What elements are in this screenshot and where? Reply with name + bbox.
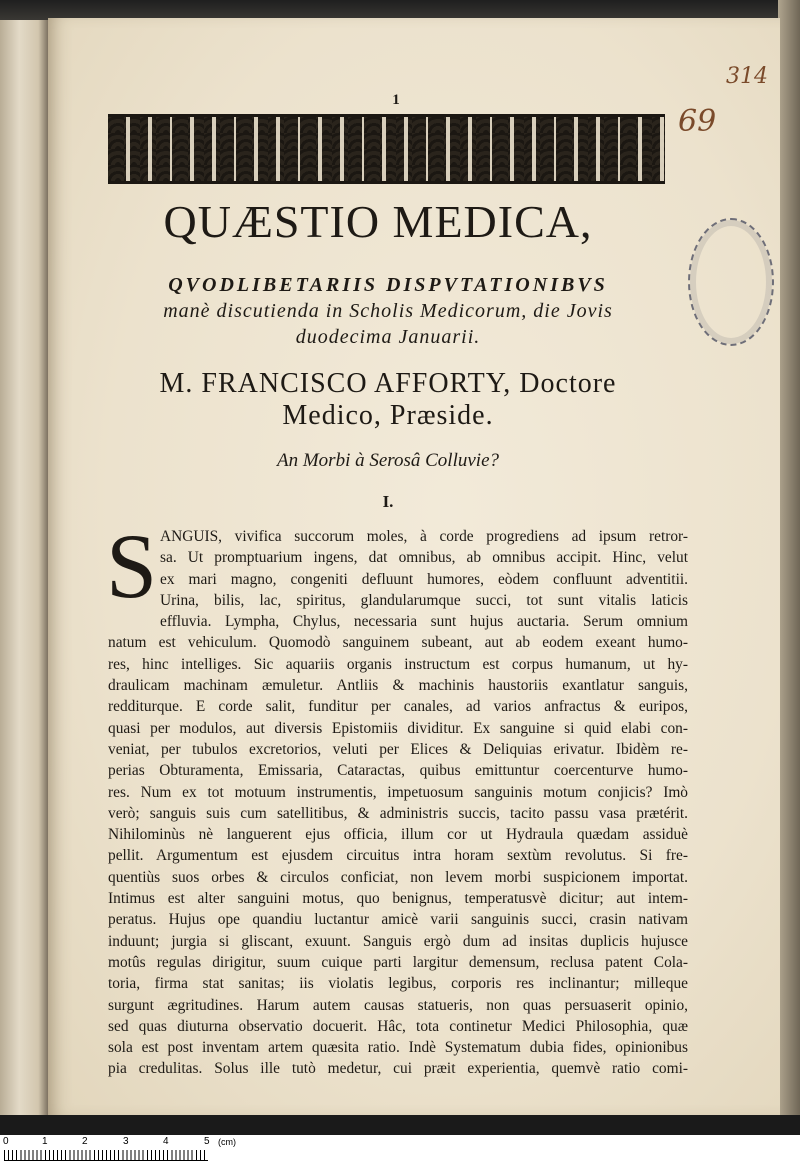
text-line: perias Obturamenta, Emissaria, Cataractas, quibus emittuntur coercenturve humo- (108, 762, 688, 780)
president-block (98, 368, 678, 432)
scale-ruler (0, 1135, 800, 1167)
text-line: quentiùs suos orbes & circulos conficiat, non levem morbi suspicionem importat. (108, 868, 688, 886)
decorative-headpiece (108, 114, 665, 184)
document-page (48, 18, 780, 1115)
text-line: sola est post inventam artem quæsita ratio. Indè Systematum dubia fides, opinionibus (108, 1039, 688, 1057)
text-line: sed quas diuturna observatio docuerit. Hâc, tota continetur Medici Philosophia, quæ (108, 1017, 688, 1035)
page-number: 1 (392, 92, 400, 108)
text-line: redditurque. E corde salit, funditur per canales, ad varios anfractus & euripos, (108, 698, 688, 716)
text-line: toria, firma stat sanitas; iis violatis legibus, corporis res inclinantur; milleque (108, 975, 688, 993)
page-title: QUÆSTIO MEDICA, (163, 196, 593, 247)
scan-bottom-edge (0, 1115, 800, 1135)
text-line: effluvia. Lympha, Chylus, necessaria sunt hujus auctaria. Serum omnium (160, 613, 688, 631)
text-line: quasi per modulos, aut diversis Epistomiis dividitur. Ex sanguine si quid elabi con- (108, 719, 688, 737)
ruler-label: 3 (123, 1136, 129, 1147)
subtitle-line: duodecima Januarii. (295, 326, 481, 348)
text-line: Urina, bilis, lac, spiritus, glandularumque succi, tot sunt vitalis laticis (160, 591, 688, 609)
section-number: I. (382, 492, 394, 511)
text-line: surgunt ægritudines. Harum autem causas statueris, non quas persuaserit opinio, (108, 996, 688, 1014)
manuscript-shelf-number: 314 (726, 64, 768, 89)
ruler-label: 2 (82, 1136, 88, 1147)
subtitle-line: manè discutienda in Scholis Medicorum, die Jovis (163, 300, 613, 322)
ruler-label: 0 (3, 1136, 9, 1147)
subtitle-line: QVODLIBETARIIS DISPVTATIONIBVS (168, 274, 608, 296)
text-line: veniat, per tubulos excretorios, veluti per Elices & Deliquias erivatur. Ibidèm re- (108, 740, 688, 758)
text-line: motûs regulas dirigitur, suum cuique parti largitur demensum, reclusa patent Cola- (108, 953, 688, 971)
text-line: ex mari magno, congeniti defluunt humores, eòdem confluunt adventitii. (160, 570, 688, 588)
ruler-unit: (cm) (218, 1137, 236, 1147)
text-line: pia credulitas. Solus ille tutò medetur, cui præit experientia, quemvè ratio comi- (108, 1060, 688, 1078)
text-line: peratus. Hujus ope quandiu luctantur amicè varii sanguinis succi, crasin nativam (108, 911, 688, 929)
library-stamp (688, 218, 774, 346)
drop-cap: S (106, 515, 158, 617)
president-line: Medico, Præside. (282, 400, 494, 431)
president-line: M. FRANCISCO AFFORTY, Doctore (159, 368, 617, 399)
subtitle (98, 272, 678, 350)
thesis-question: An Morbi à Serosâ Colluvie? (277, 450, 499, 471)
text-line: sa. Ut promptuarium ingens, dat omnibus, ab omnibus accipit. Hinc, velut (160, 549, 688, 567)
text-line: Intimus est alter sanguini motus, quo benignus, temperatusvè dicitur; aut intem- (108, 890, 688, 908)
text-line: ANGUIS, vivifica succorum moles, à corde progrediens ad ipsum retror- (160, 528, 688, 545)
text-line: res. Num ex tot motuum instrumentis, impetuosum sanguinis motum conjicis? Imò (108, 783, 688, 801)
text-line: res, hinc intelliges. Sic aquariis organis instructum est corpus humanum, ut hy- (108, 655, 688, 673)
text-line: draulicam machinam æmuletur. Antliis & machinis haustoriis exantlatur sanguis, (108, 677, 688, 695)
text-line: Nihilominùs nè languerent ejus officia, illum cor ut Hydraula quædam assiduè (108, 826, 688, 844)
text-line: induunt; jurgia si gliscant, exuunt. Sanguis ergò dum ad insitas duplicis hujusce (108, 932, 688, 950)
facing-page-edge (0, 20, 49, 1115)
body-text (108, 526, 688, 1080)
text-line: verò; sanguis suis cum satellitibus, & administris succis, tacito passu vasa prætérit. (108, 804, 688, 822)
ruler-label: 5 (204, 1136, 210, 1147)
ruler-label: 1 (42, 1136, 48, 1147)
manuscript-folio-number: 69 (678, 104, 717, 139)
text-line: natum est vehiculum. Quomodò sanguinem subeant, aut ab eodem exeant humo- (108, 634, 688, 652)
ruler-label: 4 (163, 1136, 169, 1147)
ruler-ticks (4, 1150, 208, 1161)
right-page-edges (778, 0, 800, 1135)
text-line: pellit. Argumentum est ejusdem circuitus intra horam sextùm revolutus. Si fre- (108, 847, 688, 865)
